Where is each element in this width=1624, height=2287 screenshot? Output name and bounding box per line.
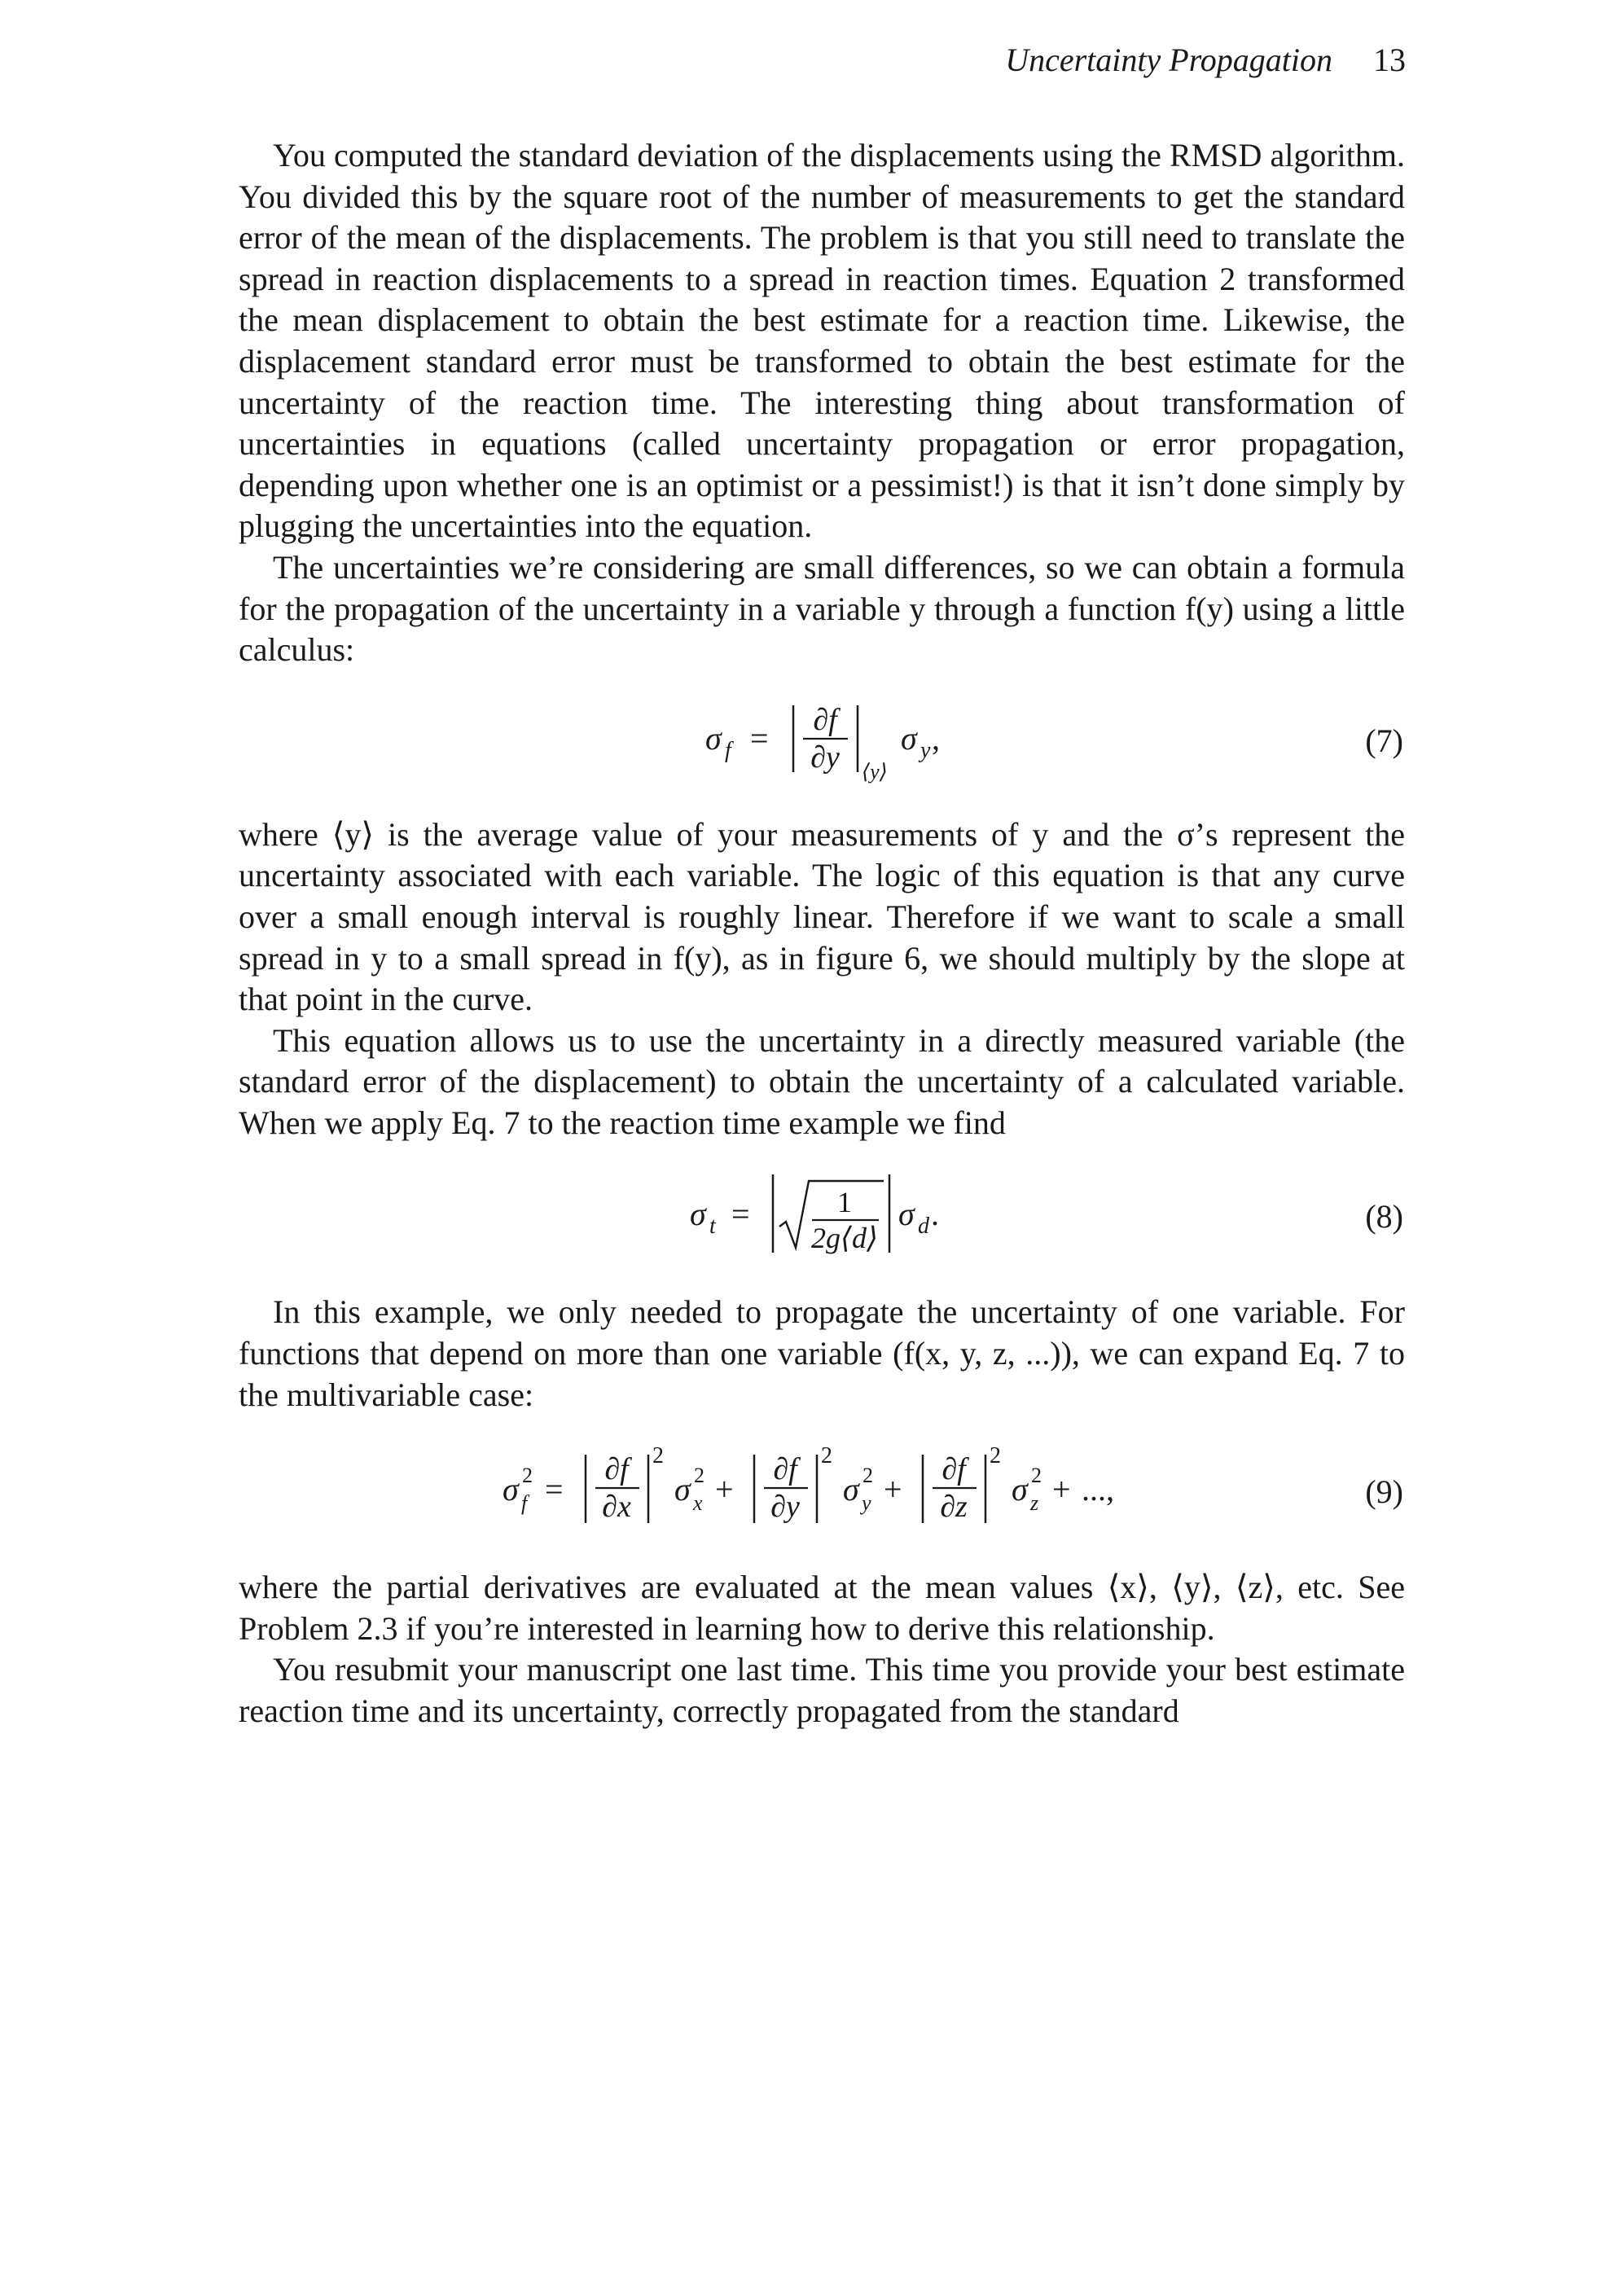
eq9-sigma-x: σ <box>674 1471 691 1508</box>
eq9-sub-f: f <box>521 1491 528 1516</box>
equation-8-graphic <box>239 1144 1405 1292</box>
eq8-sub-d: d <box>918 1214 929 1240</box>
equation-9-number: (9) <box>1365 1473 1403 1511</box>
eq8-equals: = <box>731 1196 750 1233</box>
equation-8-number: (8) <box>1365 1198 1403 1236</box>
eq9-plus-3: + <box>1052 1471 1071 1508</box>
eq9-num-z: ∂f <box>941 1452 966 1487</box>
equation-7 <box>239 671 1405 814</box>
eq9-sub-z: z <box>1030 1491 1039 1516</box>
eq9-pow-y: 2 <box>821 1443 832 1469</box>
eq9-den-z: ∂z <box>940 1490 968 1525</box>
equation-7-graphic <box>239 671 1405 814</box>
eq9-pow-z: 2 <box>990 1443 1001 1469</box>
eq8-sigma-d: σ <box>898 1196 915 1233</box>
eq7-den: ∂y <box>810 740 840 775</box>
eq9-tail: ..., <box>1082 1471 1114 1508</box>
eq9-sigma-y: σ <box>843 1471 859 1508</box>
equation-9-graphic <box>239 1416 1405 1567</box>
eq9-pow-x: 2 <box>652 1443 664 1469</box>
eq9-sub-x: x <box>693 1491 703 1516</box>
running-title: Uncertainty Propagation <box>1005 42 1332 78</box>
running-header <box>1005 41 1406 80</box>
page-number: 13 <box>1373 42 1406 78</box>
eq7-num: ∂f <box>813 702 837 737</box>
equation-9 <box>239 1416 1405 1567</box>
eq9-num-x: ∂f <box>604 1452 629 1487</box>
eq7-comma: , <box>932 719 940 757</box>
eq9-sup-x: 2 <box>694 1464 704 1488</box>
eq9-sigma-f: σ <box>503 1471 519 1508</box>
eq7-sub-f: f <box>725 737 731 763</box>
paragraph-resubmit: You resubmit your manuscript one last time. This time you provide your best estimate reaction time and its uncertainty, correctly propagated from the standard <box>239 1651 1405 1730</box>
paragraph-average-value: where ⟨y⟩ is the average value of your measurements of y and the σ’s represent the uncertainty associated with each variable. The logic of this equation is that any curve over a small enough interval is roughly linear. Therefore if we want to scale a small spread in y to a small spread in f(y), as in figure 6, we should multiply by the slope at that point in the curve. <box>239 815 1405 1018</box>
equation-7-number: (7) <box>1365 722 1403 759</box>
eq7-sub-y: y <box>920 737 931 763</box>
eq9-equals: = <box>545 1471 564 1508</box>
eq9-sup-f: 2 <box>522 1464 533 1488</box>
paragraph-rmsd-intro: You computed the standard deviation of the displacements using the RMSD algorithm. You divided this by the square root of the number of measurements to get the standard error of the mean of the displacements. The problem is that you still need to translate the spread in reaction displacements to a spread in reaction times. Equation 2 transformed the mean displacement to obtain the best estimate for a reaction time. Likewise, the displacement standard error must be transformed to obtain the best estimate for the uncertainty of the reaction time. The interesting thing about transformation of uncertainties in equations (called uncertainty propagation or error propagation, depending upon whether one is an optimist or a pessimist!) is that it isn’t done simply by plugging the uncertainties into the equation. <box>239 137 1405 545</box>
eq9-den-y: ∂y <box>770 1490 800 1525</box>
eq9-plus-1: + <box>715 1471 734 1508</box>
eq9-sigma-z: σ <box>1012 1471 1028 1508</box>
eq9-den-x: ∂x <box>602 1490 631 1525</box>
eq8-sigma: σ <box>690 1196 706 1233</box>
paragraph-one-variable: In this example, we only needed to propagate the uncertainty of one variable. For functions that depend on more than one variable (f(x, y, z, ...)), we can expand Eq. 7 to the multivariable case: <box>239 1293 1405 1413</box>
eq9-sub-y: y <box>862 1491 871 1516</box>
paragraph-directly-measured: This equation allows us to use the uncertainty in a directly measured variable (the standard error of the displacement) to obtain the uncertainty of a calculated variable. When we apply Eq. 7 to the reaction time example we find <box>239 1021 1405 1141</box>
eq7-eval-at: ⟨y⟩ <box>862 759 888 784</box>
eq9-sup-z: 2 <box>1031 1464 1042 1488</box>
eq8-period: . <box>931 1196 939 1233</box>
eq7-equals: = <box>750 719 769 757</box>
eq9-num-y: ∂f <box>773 1452 797 1487</box>
eq8-den: 2g⟨d⟩ <box>810 1222 879 1255</box>
paragraph-partial-derivatives: where the partial derivatives are evaluated at the mean values ⟨x⟩, ⟨y⟩, ⟨z⟩, etc. See Problem 2.3 if you’re interested in learning how to derive this relationship. <box>239 1569 1405 1647</box>
eq7-sigma: σ <box>705 719 722 757</box>
eq9-sup-y: 2 <box>862 1464 873 1488</box>
eq8-num: 1 <box>837 1186 852 1219</box>
eq9-plus-2: + <box>884 1471 902 1508</box>
eq7-sigma-y: σ <box>901 719 917 757</box>
equation-8 <box>239 1144 1405 1292</box>
paragraph-small-differences: The uncertainties we’re considering are small differences, so we can obtain a formula for the propagation of the uncertainty in a variable y through a function f(y) using a little calculus: <box>239 548 1405 669</box>
eq8-sub-t: t <box>709 1214 716 1240</box>
body-text <box>239 135 1405 1732</box>
